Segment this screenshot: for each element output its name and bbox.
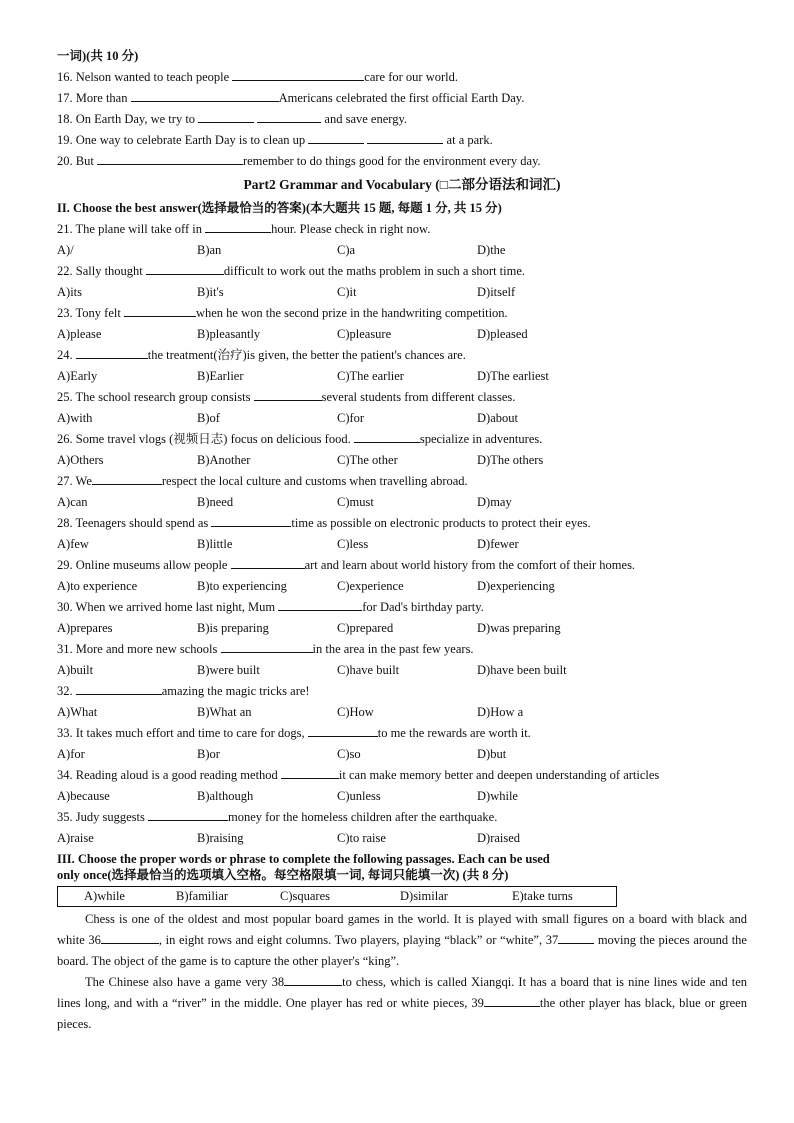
question-25: 25. The school research group consists several students from different classes. <box>57 387 747 408</box>
answer-options <box>57 492 747 513</box>
question-34: 34. Reading aloud is a good reading method it can make memory better and deepen understanding of articles <box>57 765 747 786</box>
answer-blank[interactable] <box>257 109 321 123</box>
answer-blank[interactable] <box>278 597 362 611</box>
answer-option[interactable]: A)What <box>57 705 98 719</box>
answer-option[interactable]: D)How a <box>477 705 524 719</box>
answer-options <box>57 240 747 261</box>
answer-blank[interactable] <box>131 88 279 102</box>
answer-blank[interactable] <box>146 261 224 275</box>
answer-option[interactable]: A)please <box>57 327 102 341</box>
answer-options <box>57 324 747 345</box>
question-18: 18. On Earth Day, we try to and save energy. <box>57 109 747 130</box>
answer-option[interactable]: B)What an <box>197 705 252 719</box>
answer-option[interactable]: B)little <box>197 537 233 551</box>
answer-option[interactable]: B)pleasantly <box>197 327 261 341</box>
answer-blank[interactable] <box>354 429 420 443</box>
answer-option[interactable]: C)to raise <box>337 831 386 845</box>
answer-option[interactable]: C)pleasure <box>337 327 392 341</box>
answer-blank[interactable] <box>205 219 271 233</box>
answer-option[interactable]: A)because <box>57 789 110 803</box>
answer-option[interactable]: C)for <box>337 411 365 425</box>
answer-options <box>57 660 747 681</box>
answer-options <box>57 534 747 555</box>
answer-blank[interactable] <box>308 130 364 144</box>
question-30: 30. When we arrived home last night, Mum for Dad's birthday party. <box>57 597 747 618</box>
answer-option[interactable]: C)unless <box>337 789 381 803</box>
question-23: 23. Tony felt when he won the second prize in the handwriting competition. <box>57 303 747 324</box>
question-28: 28. Teenagers should spend as time as possible on electronic products to protect their eyes. <box>57 513 747 534</box>
question-list <box>57 219 747 849</box>
answer-options <box>57 618 747 639</box>
answer-option[interactable]: C)prepared <box>337 621 394 635</box>
answer-blank[interactable] <box>254 387 322 401</box>
answer-blank[interactable] <box>281 765 339 779</box>
answer-blank[interactable] <box>76 345 148 359</box>
answer-option[interactable]: A)its <box>57 285 82 299</box>
answer-option[interactable]: C)have built <box>337 663 400 677</box>
worksheet-page <box>57 46 747 1035</box>
answer-options <box>57 282 747 303</box>
word-bank-option: E)take turns <box>512 889 573 903</box>
passage-paragraph-1: Chess is one of the oldest and most popular board games in the world. It is played with small figures on a board with black and white 36 , in eight rows and eight columns. Two players, playing “black” or “white”, 37 moving the pieces around the board. The object of the game is to capture the other player's “king”. <box>57 912 747 968</box>
answer-blank[interactable] <box>124 303 196 317</box>
question-27: 27. We respect the local culture and customs when travelling abroad. <box>57 471 747 492</box>
question-33: 33. It takes much effort and time to care for dogs, to me the rewards are worth it. <box>57 723 747 744</box>
answer-option[interactable]: A)to experience <box>57 579 138 593</box>
part2-title: Part2 Grammar and Vocabulary (□二部分语法和词汇) <box>243 177 561 192</box>
question-26: 26. Some travel vlogs (视频日志) focus on delicious food. specialize in adventures. <box>57 429 747 450</box>
word-bank-option: C)squares <box>280 889 330 903</box>
answer-option[interactable]: A)can <box>57 495 88 509</box>
question-29: 29. Online museums allow people art and learn about world history from the comfort of their homes. <box>57 555 747 576</box>
answer-option[interactable]: D)fewer <box>477 537 519 551</box>
question-31: 31. More and more new schools in the area in the past few years. <box>57 639 747 660</box>
answer-option[interactable]: A)Others <box>57 453 104 467</box>
answer-option[interactable]: D)The earliest <box>477 369 549 383</box>
answer-option[interactable]: C)it <box>337 285 357 299</box>
answer-option[interactable]: B)of <box>197 411 220 425</box>
answer-option[interactable]: C)a <box>337 243 356 257</box>
answer-blank[interactable] <box>221 639 313 653</box>
answer-option[interactable]: B)it's <box>197 285 224 299</box>
answer-option[interactable]: A)with <box>57 411 93 425</box>
word-bank-option: B)familiar <box>176 889 229 903</box>
answer-option[interactable]: B)need <box>197 495 234 509</box>
answer-option[interactable]: C)How <box>337 705 374 719</box>
answer-blank[interactable] <box>211 513 291 527</box>
answer-blank[interactable] <box>367 130 443 144</box>
answer-options <box>57 366 747 387</box>
answer-options <box>57 408 747 429</box>
answer-option[interactable]: A)/ <box>57 243 74 257</box>
answer-blank[interactable] <box>231 555 305 569</box>
answer-option[interactable]: C)so <box>337 747 361 761</box>
answer-option[interactable]: B)although <box>197 789 254 803</box>
answer-blank-38[interactable] <box>284 972 342 986</box>
answer-options <box>57 576 747 597</box>
answer-option[interactable]: A)for <box>57 747 85 761</box>
answer-option[interactable]: C)The earlier <box>337 369 404 383</box>
answer-option[interactable]: B)were built <box>197 663 260 677</box>
answer-option[interactable]: D)pleased <box>477 327 528 341</box>
answer-option[interactable]: D)The others <box>477 453 544 467</box>
answer-blank-37[interactable] <box>558 930 594 944</box>
answer-options <box>57 702 747 723</box>
answer-option[interactable]: B)or <box>197 747 220 761</box>
answer-option[interactable]: D)the <box>477 243 506 257</box>
question-21: 21. The plane will take off in hour. Please check in right now. <box>57 219 747 240</box>
answer-option[interactable]: A)raise <box>57 831 94 845</box>
question-24: 24. the treatment(治疗)is given, the better the patient's chances are. <box>57 345 747 366</box>
question-35: 35. Judy suggests money for the homeless children after the earthquake. <box>57 807 747 828</box>
answer-option[interactable]: A)prepares <box>57 621 113 635</box>
answer-option[interactable]: D)raised <box>477 831 521 845</box>
answer-blank[interactable] <box>92 471 162 485</box>
answer-option[interactable]: A)few <box>57 537 89 551</box>
question-22: 22. Sally thought difficult to work out the maths problem in such a short time. <box>57 261 747 282</box>
answer-blank[interactable] <box>232 67 364 81</box>
answer-option[interactable]: D)experiencing <box>477 579 555 593</box>
question-19: 19. One way to celebrate Earth Day is to clean up at a park. <box>57 130 747 151</box>
answer-options <box>57 786 747 807</box>
answer-blank-36[interactable] <box>101 930 159 944</box>
word-bank-box <box>57 886 617 907</box>
answer-option[interactable]: D)about <box>477 411 518 425</box>
answer-blank[interactable] <box>148 807 228 821</box>
answer-option[interactable]: C)The other <box>337 453 398 467</box>
answer-options <box>57 828 747 849</box>
answer-blank[interactable] <box>308 723 378 737</box>
question-17: 17. More than Americans celebrated the first official Earth Day. <box>57 88 747 109</box>
part1-tail-heading: 一词)(共 10 分) <box>57 49 139 63</box>
answer-blank[interactable] <box>97 151 243 165</box>
answer-option[interactable]: B)raising <box>197 831 244 845</box>
answer-blank[interactable] <box>198 109 254 123</box>
answer-option[interactable]: D)have been built <box>477 663 567 677</box>
answer-options <box>57 744 747 765</box>
answer-option[interactable]: B)is preparing <box>197 621 269 635</box>
answer-option[interactable]: C)must <box>337 495 374 509</box>
word-bank-option: A)while <box>84 889 125 903</box>
section-ii-heading: II. Choose the best answer(选择最恰当的答案)(本大题共 15 题, 每题 1 分, 共 15 分) <box>57 201 502 215</box>
section-iii-heading: III. Choose the proper words or phrase to complete the following passages. Each can be used only once(选择最恰当的选项填入空格。每空格限填一词, 每词只能填一次) (共 8 分) <box>57 852 550 882</box>
answer-blank-39[interactable] <box>484 993 540 1007</box>
answer-option[interactable]: A)built <box>57 663 94 677</box>
question-20: 20. But remember to do things good for the environment every day. <box>57 151 747 172</box>
answer-option[interactable]: C)less <box>337 537 369 551</box>
passage-paragraph-2: The Chinese also have a game very 38 to chess, which is called Xiangqi. It has a board that is nine lines wide and ten lines long, and with a “river” in the middle. One player has red or white pieces, 39 the other player has black, blue or green pieces. <box>57 972 747 1035</box>
question-16: 16. Nelson wanted to teach people care for our world. <box>57 67 747 88</box>
question-32: 32. amazing the magic tricks are! <box>57 681 747 702</box>
answer-blank[interactable] <box>76 681 162 695</box>
answer-option[interactable]: D)but <box>477 747 507 761</box>
answer-option[interactable]: C)experience <box>337 579 404 593</box>
answer-option[interactable]: B)Earlier <box>197 369 244 383</box>
answer-option[interactable]: B)an <box>197 243 222 257</box>
answer-options <box>57 450 747 471</box>
answer-option[interactable]: D)while <box>477 789 518 803</box>
answer-option[interactable]: B)Another <box>197 453 251 467</box>
answer-option[interactable]: D)itself <box>477 285 516 299</box>
answer-option[interactable]: D)was preparing <box>477 621 561 635</box>
answer-option[interactable]: B)to experiencing <box>197 579 287 593</box>
answer-option[interactable]: D)may <box>477 495 512 509</box>
answer-option[interactable]: A)Early <box>57 369 98 383</box>
word-bank-option: D)similar <box>400 889 448 903</box>
